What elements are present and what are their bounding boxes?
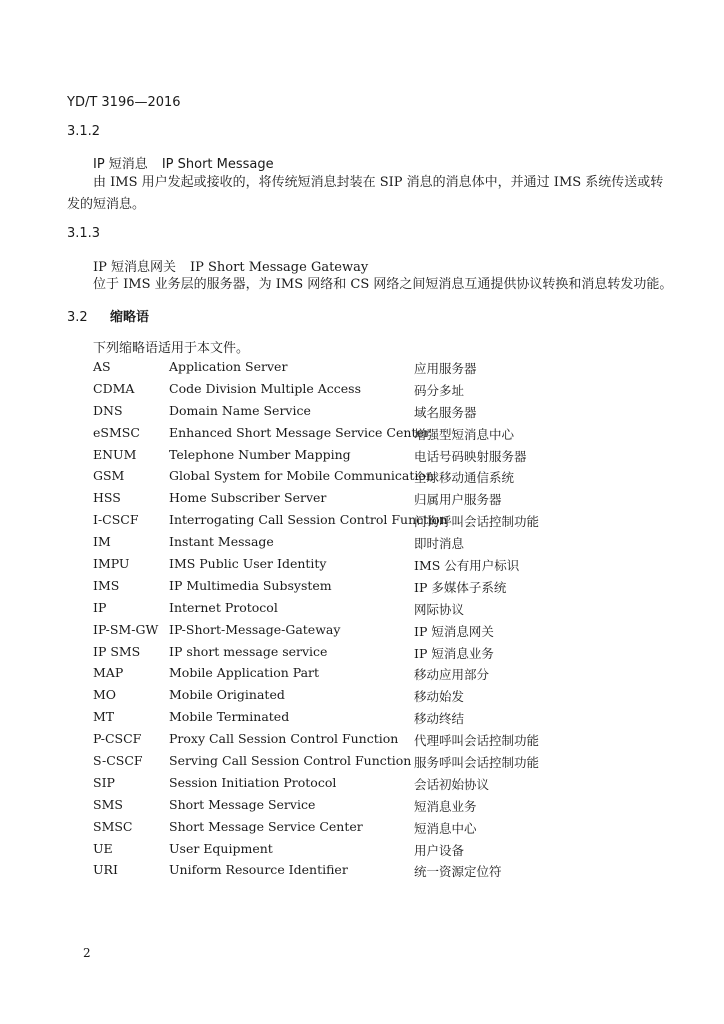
abbreviation-english: Serving Call Session Control Function [169, 753, 412, 769]
abbreviation-term: MT [93, 709, 115, 725]
abbreviation-term: MAP [93, 665, 124, 681]
abbreviation-term: P-CSCF [93, 731, 142, 747]
section-number: 3.2 [67, 310, 88, 325]
abbreviation-term: IP [93, 599, 107, 615]
abbreviation-term: IMS [93, 577, 120, 593]
abbreviation-chinese: 统一资源定位符 [414, 864, 502, 880]
abbreviation-row [93, 552, 653, 574]
abbreviation-english: Global System for Mobile Communication [169, 468, 434, 484]
term-zh: IP 短消息 [93, 157, 148, 172]
abbreviation-row [93, 858, 653, 880]
abbreviation-chinese: IP 多媒体子系统 [414, 579, 507, 595]
term-zh: IP 短消息网关 [93, 260, 177, 275]
abbreviation-chinese: 增强型短消息中心 [414, 426, 515, 442]
abbreviations-intro: 下列缩略语适用于本文件。 [93, 341, 250, 356]
abbreviation-english: Uniform Resource Identifier [169, 862, 348, 878]
term-en: IP Short Message [161, 157, 274, 172]
definition-3-1-2-line2: 发的短消息。 [67, 197, 146, 212]
abbreviation-term: DNS [93, 402, 123, 418]
abbreviation-term: S-CSCF [93, 753, 143, 769]
abbreviation-chinese: 全球移动通信系统 [414, 470, 515, 486]
abbreviation-chinese: 即时消息 [414, 536, 465, 552]
abbreviation-english: Home Subscriber Server [169, 490, 327, 506]
abbreviation-chinese: 码分多址 [414, 382, 465, 398]
section-title: 缩略语 [110, 310, 150, 325]
abbreviation-row [93, 377, 653, 399]
abbreviation-chinese: 短消息中心 [414, 820, 477, 836]
abbreviation-row [93, 661, 653, 683]
abbreviation-term: MO [93, 687, 117, 703]
abbreviation-term: eSMSC [93, 424, 140, 440]
term-ip-short-message-gateway [93, 256, 368, 275]
abbreviation-chinese: 电话号码映射服务器 [414, 448, 527, 464]
abbreviation-english: Code Division Multiple Access [169, 380, 361, 396]
abbreviation-english: Session Initiation Protocol [169, 774, 337, 790]
abbreviation-row [93, 464, 653, 486]
term-ip-short-message [93, 153, 274, 172]
abbreviation-english: User Equipment [169, 840, 273, 856]
abbreviation-chinese: 移动始发 [414, 689, 465, 705]
abbreviation-term: IMPU [93, 556, 130, 572]
term-en: IP Short Message Gateway [190, 260, 369, 275]
abbreviation-row [93, 837, 653, 859]
abbreviation-row [93, 771, 653, 793]
abbreviation-term: IP SMS [93, 643, 141, 659]
abbreviation-row [93, 815, 653, 837]
abbreviation-term: CDMA [93, 380, 135, 396]
abbreviation-english: Short Message Service Center [169, 818, 363, 834]
abbreviation-chinese: 域名服务器 [414, 404, 477, 420]
definition-3-1-2-line1: 由 IMS 用户发起或接收的，将传统短消息封装在 SIP 消息的消息体中，并通过 IMS 系统传送或转 [93, 175, 664, 190]
abbreviation-english: Mobile Originated [169, 687, 285, 703]
abbreviation-term: IM [93, 534, 111, 550]
abbreviation-english: Application Server [169, 359, 288, 374]
abbreviation-chinese: 用户设备 [414, 842, 465, 858]
abbreviation-term: SMS [93, 796, 123, 812]
abbreviation-english: IP short message service [169, 643, 328, 659]
abbreviation-term: URI [93, 862, 118, 878]
abbreviation-chinese: 网际协议 [414, 601, 465, 617]
abbreviation-row [93, 640, 653, 662]
abbreviation-chinese: 移动应用部分 [414, 667, 490, 683]
abbreviations-list [93, 355, 653, 880]
abbreviation-row [93, 749, 653, 771]
abbreviation-row [93, 574, 653, 596]
abbreviation-row [93, 727, 653, 749]
abbreviation-term: HSS [93, 490, 121, 506]
abbreviation-english: Telephone Number Mapping [169, 446, 351, 462]
clause-number-3-1-3: 3.1.3 [67, 226, 101, 241]
abbreviation-term: I-CSCF [93, 512, 139, 528]
abbreviation-english: Interrogating Call Session Control Function [169, 512, 448, 528]
abbreviation-chinese: 服务呼叫会话控制功能 [414, 755, 540, 771]
section-title-3-2 [67, 306, 149, 325]
abbreviation-english: Short Message Service [169, 796, 316, 812]
clause-number-3-1-2: 3.1.2 [67, 124, 101, 139]
abbreviation-row [93, 683, 653, 705]
abbreviation-chinese: IP 短消息网关 [414, 623, 494, 639]
abbreviation-row [93, 530, 653, 552]
abbreviation-english: Domain Name Service [169, 402, 311, 418]
abbreviation-row [93, 421, 653, 443]
abbreviation-chinese: 应用服务器 [414, 361, 477, 376]
abbreviation-term: GSM [93, 468, 125, 484]
abbreviation-term: ENUM [93, 446, 137, 462]
abbreviation-row [93, 508, 653, 530]
abbreviation-term: SMSC [93, 818, 133, 834]
abbreviation-english: IP Multimedia Subsystem [169, 577, 332, 593]
abbreviation-english: IMS Public User Identity [169, 556, 327, 572]
abbreviation-english: Internet Protocol [169, 599, 278, 615]
abbreviation-term: IP-SM-GW [93, 621, 159, 637]
abbreviation-english: Proxy Call Session Control Function [169, 731, 399, 747]
abbreviation-row [93, 486, 653, 508]
abbreviation-row [93, 618, 653, 640]
abbreviation-term: AS [93, 359, 111, 374]
abbreviation-english: Mobile Application Part [169, 665, 320, 681]
abbreviation-chinese: IMS 公有用户标识 [414, 558, 520, 574]
abbreviation-chinese: IP 短消息业务 [414, 645, 494, 661]
abbreviation-chinese: 移动终结 [414, 711, 465, 727]
abbreviation-row [93, 355, 653, 377]
abbreviation-row [93, 443, 653, 465]
definition-3-1-3: 位于 IMS 业务层的服务器，为 IMS 网络和 CS 网络之间短消息互通提供协议转换和消息转发功能。 [93, 277, 673, 292]
abbreviation-english: Instant Message [169, 534, 274, 550]
abbreviation-english: Enhanced Short Message Service Center [169, 424, 430, 440]
abbreviation-chinese: 短消息业务 [414, 798, 477, 814]
abbreviation-term: UE [93, 840, 113, 856]
abbreviation-term: SIP [93, 774, 115, 790]
abbreviation-row [93, 399, 653, 421]
document-header: YD/T 3196—2016 [67, 95, 181, 110]
abbreviation-row [93, 793, 653, 815]
abbreviation-english: IP-Short-Message-Gateway [169, 621, 341, 637]
abbreviation-row [93, 705, 653, 727]
abbreviation-chinese: 问询呼叫会话控制功能 [414, 514, 540, 530]
abbreviation-chinese: 会话初始协议 [414, 776, 490, 792]
abbreviation-chinese: 归属用户服务器 [414, 492, 502, 508]
page-number: 2 [83, 946, 91, 960]
abbreviation-chinese: 代理呼叫会话控制功能 [414, 733, 540, 749]
abbreviation-english: Mobile Terminated [169, 709, 290, 725]
abbreviation-row [93, 596, 653, 618]
